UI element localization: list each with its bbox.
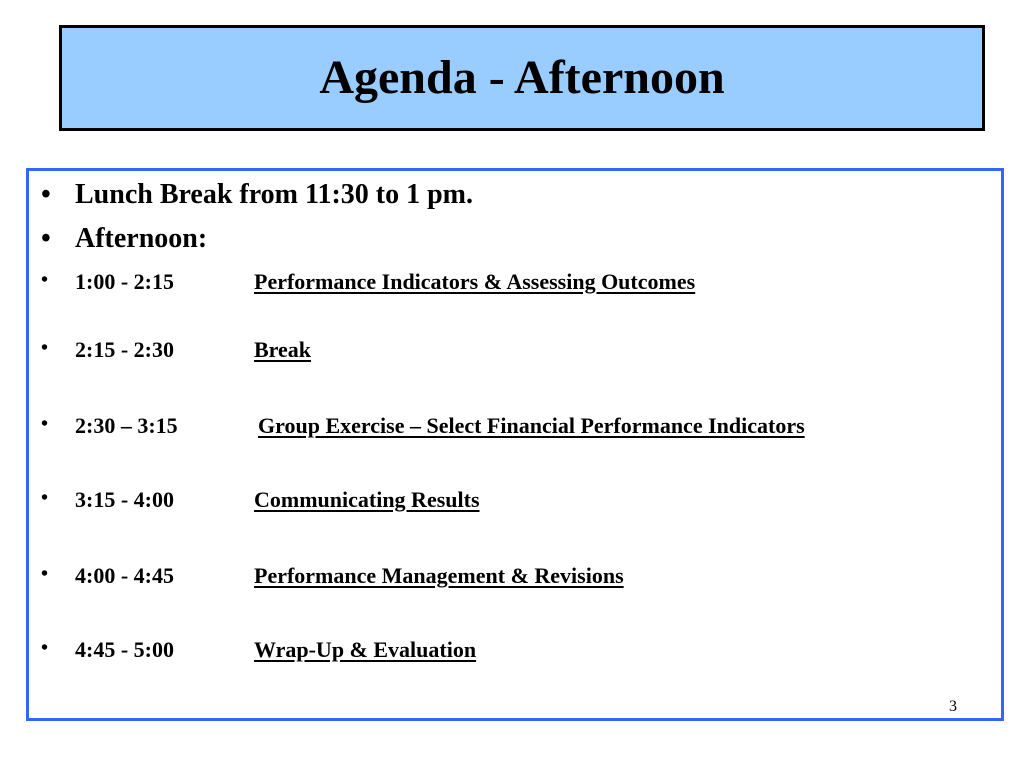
schedule-topic: Group Exercise – Select Financial Performance Indicators xyxy=(258,413,805,438)
schedule-topic: Performance Management & Revisions xyxy=(254,563,624,588)
schedule-time: 4:45 - 5:00 xyxy=(75,637,174,662)
schedule-topic: Communicating Results xyxy=(254,487,480,512)
bullet-icon: • xyxy=(41,487,49,509)
afternoon-text: Afternoon: xyxy=(75,223,208,254)
schedule-time: 2:30 – 3:15 xyxy=(75,413,178,438)
bullet-icon: • xyxy=(41,179,51,210)
content-box xyxy=(26,168,1004,721)
title-box xyxy=(59,25,985,131)
bullet-icon: • xyxy=(41,637,49,659)
schedule-topic: Break xyxy=(254,337,312,362)
bullet-icon: • xyxy=(41,269,49,291)
schedule-time: 1:00 - 2:15 xyxy=(75,269,174,294)
schedule-time: 2:15 - 2:30 xyxy=(75,337,174,362)
bullet-icon: • xyxy=(41,337,49,359)
lunch-text: Lunch Break from 11:30 to 1 pm. xyxy=(75,179,473,210)
page-number: 3 xyxy=(949,698,957,715)
schedule-time: 4:00 - 4:45 xyxy=(75,563,174,588)
schedule-time: 3:15 - 4:00 xyxy=(75,487,174,512)
bullet-icon: • xyxy=(41,563,49,585)
bullet-icon: • xyxy=(41,223,51,254)
schedule-topic: Performance Indicators & Assessing Outcomes xyxy=(254,269,696,294)
bullet-icon: • xyxy=(41,413,49,435)
slide-title: Agenda - Afternoon xyxy=(319,51,725,104)
schedule-topic: Wrap-Up & Evaluation xyxy=(254,637,477,662)
